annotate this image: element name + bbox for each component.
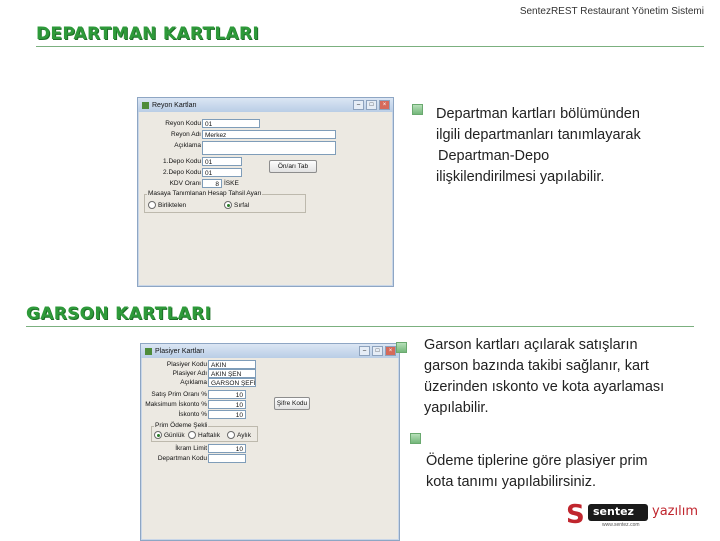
field-label: Açıklama <box>180 379 207 386</box>
reyon-dialog <box>137 97 394 287</box>
reyon-adi-input[interactable]: Merkez <box>202 130 336 139</box>
aciklama-input[interactable] <box>202 141 336 155</box>
reyon-kodu-input[interactable]: 01 <box>202 119 260 128</box>
radio-circle-icon <box>224 201 232 209</box>
field-label: Maksimum İskonto % <box>145 401 207 408</box>
logo-pill: sentez <box>588 504 648 521</box>
plasiyer-adi-input[interactable]: AKIN ŞEN <box>208 369 256 378</box>
plasiyer-dialog <box>140 343 400 541</box>
dialog-title: Plasiyer Kartları <box>155 347 205 355</box>
kdv-input[interactable]: 8 <box>202 179 222 188</box>
section-divider <box>26 326 694 327</box>
on-tab-button[interactable]: Ön/arı Tab <box>269 160 317 173</box>
sentez-logo <box>566 498 698 532</box>
radio-circle-icon <box>154 431 162 439</box>
max-iskonto-input[interactable]: 10 <box>208 400 246 409</box>
departman-kodu-input[interactable] <box>208 454 246 463</box>
departman-description: Departman kartları bölümünden ilgili departmanları tanımlayarak Departman-Depo ilişkilendirilmesi yapılabilir. <box>436 106 641 185</box>
app-title: SentezREST Restaurant Yönetim Sistemi <box>519 6 704 17</box>
field-label: Plasiyer Kodu <box>166 361 207 368</box>
field-label: Satış Prim Oranı % <box>151 391 207 398</box>
bullet-icon <box>410 433 421 444</box>
logo-mark: S <box>566 500 585 530</box>
field-label: 2.Depo Kodu <box>163 169 201 176</box>
logo-url: www.sentez.com <box>602 522 640 528</box>
aciklama-input[interactable]: GARSON ŞEFİ <box>208 378 256 387</box>
radio-circle-icon <box>188 431 196 439</box>
field-label: İskonto % <box>178 411 207 418</box>
radio-circle-icon <box>227 431 235 439</box>
depo1-input[interactable]: 01 <box>202 157 242 166</box>
field-label: Reyon Adı <box>171 131 201 138</box>
plasiyer-kodu-input[interactable]: AKIN <box>208 360 256 369</box>
section-title-garson: GARSON KARTLARI <box>26 304 212 324</box>
radio-sirfal[interactable]: Sırfal <box>224 201 249 209</box>
logo-suffix: yazılım <box>652 504 698 519</box>
field-label: 1.Depo Kodu <box>163 158 201 165</box>
garson-description: Garson kartları açılarak satışların garson bazında takibi sağlanır, kart üzerinden ıskonto ve kota ayarlaması yapılabilir. <box>424 337 665 416</box>
dialog-titlebar <box>141 344 399 358</box>
app-icon <box>145 348 152 355</box>
radio-gunluk[interactable]: Günlük <box>154 431 185 439</box>
depo2-input[interactable]: 01 <box>202 168 242 177</box>
radio-birliktelen[interactable]: Birliktelen <box>148 201 186 209</box>
bullet-icon <box>412 104 423 115</box>
section-divider <box>36 46 704 47</box>
bullet-icon <box>396 342 407 353</box>
radio-aylik[interactable]: Aylık <box>227 431 251 439</box>
minimize-icon[interactable]: – <box>353 100 364 110</box>
field-label: Plasiyer Adı <box>172 370 207 377</box>
field-label: Açıklama <box>174 142 201 149</box>
prim-orani-input[interactable]: 10 <box>208 390 246 399</box>
dialog-titlebar <box>138 98 393 112</box>
group-title: Masaya Tanımlanan Hesap Tahsil Ayarı <box>148 190 262 197</box>
iskonto-input[interactable]: 10 <box>208 410 246 419</box>
ikram-limit-input[interactable]: 10 <box>208 444 246 453</box>
radio-circle-icon <box>148 201 156 209</box>
minimize-icon[interactable]: – <box>359 346 370 356</box>
field-label: İkram Limit <box>175 445 207 452</box>
field-label: Departman Kodu <box>157 455 207 462</box>
close-icon[interactable]: × <box>379 100 390 110</box>
dialog-title: Reyon Kartları <box>152 101 197 109</box>
app-icon <box>142 102 149 109</box>
group-title: Prim Ödeme Şekli <box>155 422 208 429</box>
odeme-description: Ödeme tiplerine göre plasiyer prim kota tanımı yapılabilirsiniz. <box>426 453 648 490</box>
maximize-icon[interactable]: □ <box>366 100 377 110</box>
maximize-icon[interactable]: □ <box>372 346 383 356</box>
kdv-suffix: İSKE <box>224 180 239 187</box>
section-title-departman: DEPARTMAN KARTLARI <box>36 24 259 44</box>
sifre-kodu-button[interactable]: Şifre Kodu <box>274 397 310 410</box>
close-icon[interactable]: × <box>385 346 396 356</box>
radio-haftalik[interactable]: Haftalık <box>188 431 220 439</box>
field-label: KDV Oranı <box>169 180 201 187</box>
field-label: Reyon Kodu <box>165 120 201 127</box>
